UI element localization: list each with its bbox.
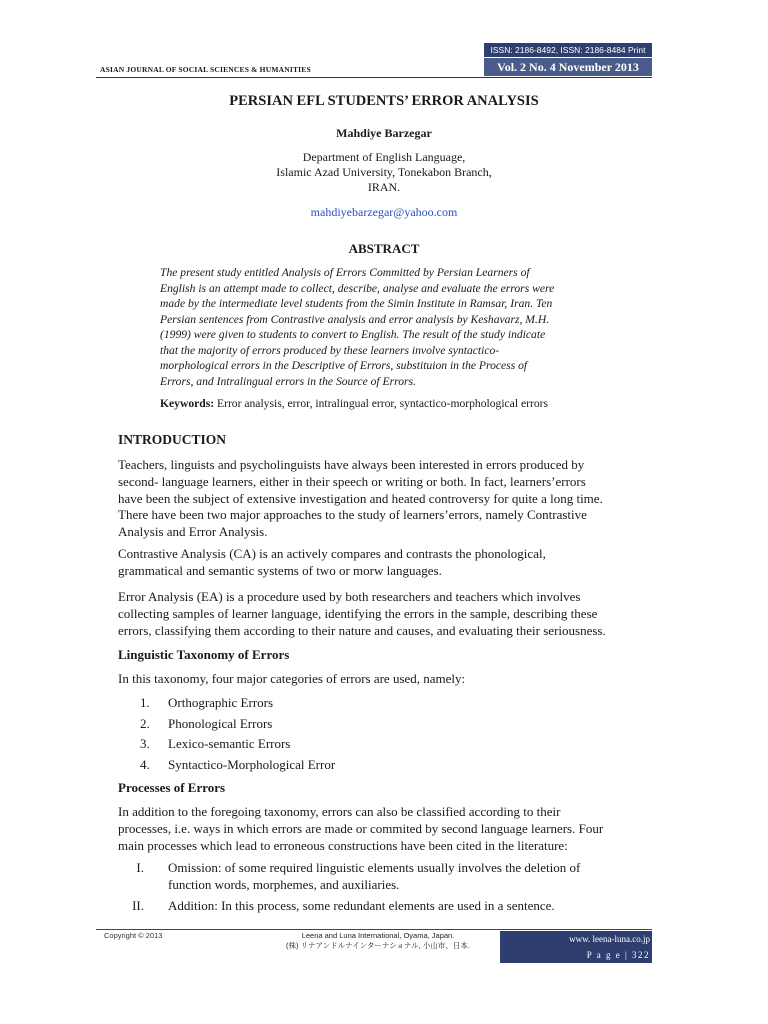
taxonomy-heading: Linguistic Taxonomy of Errors [118,647,290,662]
processes-list [118,860,652,915]
list-number: 3. [140,736,150,751]
list-item [118,898,652,915]
paragraph-line: collecting samples of learner language, identifying the errors in the sample, describing these [118,605,598,621]
list-text: Lexico-semantic Errors [168,736,291,751]
intro-paragraph-3 [118,589,652,639]
list-text: Orthographic Errors [168,695,274,710]
paragraph-line: Omission: of some required linguistic elements usually involves the deletion of [168,860,581,875]
paragraph-line: In this taxonomy, four major categories of errors are used, namely: [118,671,466,686]
taxonomy-list [140,693,335,775]
processes-heading: Processes of Errors [118,780,226,795]
list-item [140,755,335,776]
list-number: 1. [140,695,150,710]
abstract-line: Errors, and Intralingual errors in the Source of Errors. [160,374,416,388]
paragraph-line: processes, i.e. ways in which errors are made or commited by second language learners. Four [118,820,604,836]
volume-banner: Vol. 2 No. 4 November 2013 [484,58,652,76]
author-name: Mahdiye Barzegar [336,126,432,140]
author-email-link[interactable]: mahdiyebarzegar@yahoo.com [310,205,458,219]
paragraph-line: Analysis and Error Analysis. [118,524,268,540]
paragraph-line: errors, classifying them according to their nature and causes, and evaluating their seriousness. [118,622,606,638]
copyright: Copyright © 2013 [104,931,163,940]
website-link[interactable]: www. leena-luna.co.jp [569,934,650,944]
journal-name: ASIAN JOURNAL OF SOCIAL SCIENCES & HUMANITIES [100,65,311,74]
page-number: P a g e | 322 [586,950,650,960]
header-divider [96,77,652,78]
list-text [168,898,652,915]
paragraph-line: second- language learners, either in their speech or writing or both. In fact, learners’errors [118,473,586,489]
paragraph-line: Contrastive Analysis (CA) is an actively compares and contrasts the phonological, [118,546,546,561]
affiliation-line: Department of English Language, [302,150,466,164]
list-item [118,860,652,894]
abstract-line: made by the intermediate level students from the Simin Institute in Ramsar, Iran. Ten [160,297,553,310]
list-number: I. [136,860,144,875]
list-text: Phonological Errors [168,715,273,731]
list-number: 2. [140,715,150,731]
list-item [140,693,335,714]
abstract-line: (1999) were given to students to convert to English. The result of the study indicate [160,328,546,341]
footer-divider [96,929,652,930]
paragraph-line: function words, morphemes, and auxiliaries. [168,876,400,892]
list-item [140,734,335,755]
introduction-heading: INTRODUCTION [118,432,227,447]
abstract-line: that the majority of errors produced by these learners involve syntactico- [160,343,500,357]
abstract-line: The present study entitled Analysis of Errors Committed by Persian Learners of [160,266,530,279]
paper-title: PERSIAN EFL STUDENTS’ ERROR ANALYSIS [229,93,539,109]
affiliation-line: Islamic Azad University, Tonekabon Branch, [276,165,492,179]
keywords-list: Error analysis, error, intralingual error, syntactico-morphological errors [214,397,548,410]
list-text: Syntactico-Morphological Error [168,756,336,772]
paragraph-line: have been the subject of extensive investigation and heated controversy for quite a long time. [118,490,603,506]
keywords-label: Keywords: [160,397,215,410]
taxonomy-intro [118,671,652,688]
intro-paragraph-1 [118,457,652,541]
list-number: II. [132,898,144,913]
paragraph-line: main processes which lead to erroneous constructions have been cited in the literature: [118,837,568,853]
list-text [168,860,652,894]
paragraph-line: Teachers, linguists and psycholinguists have always been interested in errors produced by [118,457,585,472]
issn-banner: ISSN: 2186-8492, ISSN: 2186-8484 Print [484,43,652,57]
list-number: 4. [140,756,150,772]
publisher-english: Leena and Luna International, Oyama, Japan. [301,931,455,940]
list-item [140,714,335,735]
keywords [160,397,630,410]
abstract-text [160,265,610,389]
abstract-line: morphological errors in the Descriptive of Errors, substituion in the Process of [160,359,528,372]
abstract-heading: ABSTRACT [348,241,420,256]
affiliation [96,150,672,195]
publisher-info [283,931,473,951]
intro-paragraph-2 [118,546,652,580]
processes-paragraph [118,804,652,854]
abstract-line: English is an attempt made to collect, describe, analyse and evaluate the errors were [160,281,555,295]
paragraph-line: In addition to the foregoing taxonomy, errors can also be classified according to their [118,804,561,819]
paragraph-line: Error Analysis (EA) is a procedure used by both researchers and teachers which involves [118,589,581,604]
publisher-japanese: (株) リナアンドルナインターナショナル, 小山市、日本. [286,941,470,950]
affiliation-line: IRAN. [367,180,401,194]
paragraph-line: grammatical and semantic systems of two or morw languages. [118,562,442,578]
paragraph-line: Addition: In this process, some redundant elements are used in a sentence. [168,898,555,913]
paragraph-line: There have been two major approaches to the study of learners’errors, namely Contrastive [118,507,587,523]
abstract-line: Persian sentences from Contrastive analysis and error analysis by Keshavarz, M.H. [160,312,550,326]
